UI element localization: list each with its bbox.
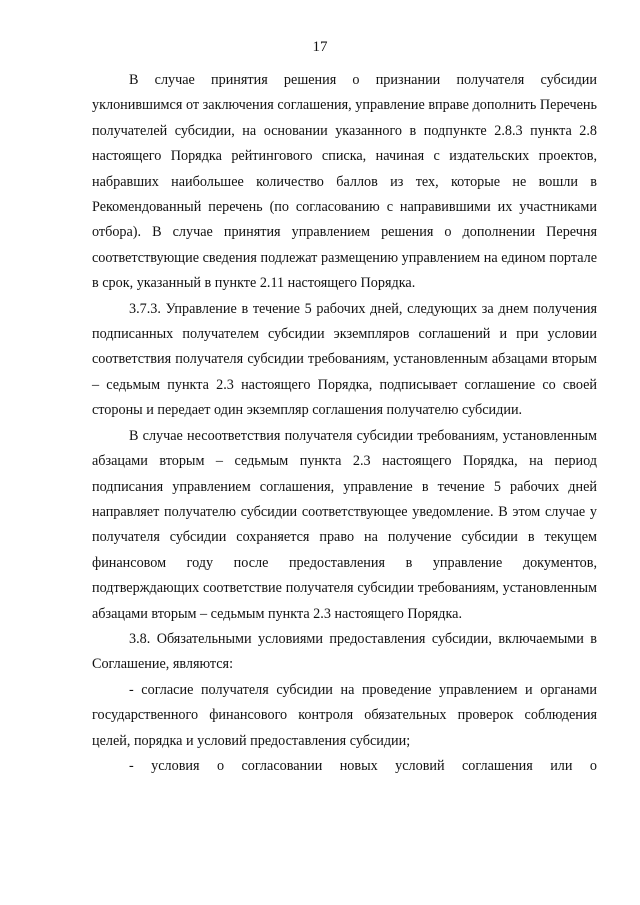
page-number: 17 — [312, 39, 328, 55]
paragraph-nonconformity: В случае несоответствия получателя субсидии требованиям, установленным абзацами вторым – седьмым пункта 2.3 настоящего Порядка, на период подписания управлением соглашения, управление в течение 5 рабочих дней направляет получателю субсидии соответствующее уведомление. В этом случае у получателя субсидии сохраняется право на получение субсидии в текущем финансовом году после предоставления в управление документов, подтверждающих соответствие получателя субсидии требованиям, установленным абзацами вторым – седьмым пункта 2.3 настоящего Порядка. — [92, 427, 597, 622]
list-item-consent: - согласие получателя субсидии на проведение управлением и органами государственного финансового контроля обязательных проверок соблюдения целей, порядка и условий предоставления субсидии; — [92, 681, 597, 749]
list-item-new-conditions: - условия о согласовании новых условий соглашения или о — [129, 757, 597, 774]
paragraph-3-7-3: 3.7.3. Управление в течение 5 рабочих дней, следующих за днем получения подписанных получателем субсидии экземпляров соглашений и при условии соответствия получателя субсидии требованиям, установленным абзацами вторым – седьмым пункта 2.3 настоящего Порядка, подписывает соглашение со своей стороны и передает один экземпляр соглашения получателю субсидии. — [92, 300, 597, 419]
paragraph-recommended-list: В случае принятия решения о признании получателя субсидии уклонившимся от заключения соглашения, управление вправе дополнить Перечень получателей субсидии, на основании указанного в подпункте 2.8.3 пункта 2.8 настоящего Порядка рейтингового списка, начиная с издательских проектов, набравших наибольшее количество баллов из тех, которые не вошли в Рекомендованный перечень (по согласованию с направившими их участниками отбора). В случае принятия управлением решения о дополнении Перечня соответствующие сведения подлежат размещению управлением на едином портале в срок, указанный в пункте 2.11 настоящего Порядка. — [92, 72, 597, 292]
document-body — [92, 68, 597, 779]
paragraph-3-8: 3.8. Обязательными условиями предоставления субсидии, включаемыми в Соглашение, являются: — [92, 630, 597, 673]
